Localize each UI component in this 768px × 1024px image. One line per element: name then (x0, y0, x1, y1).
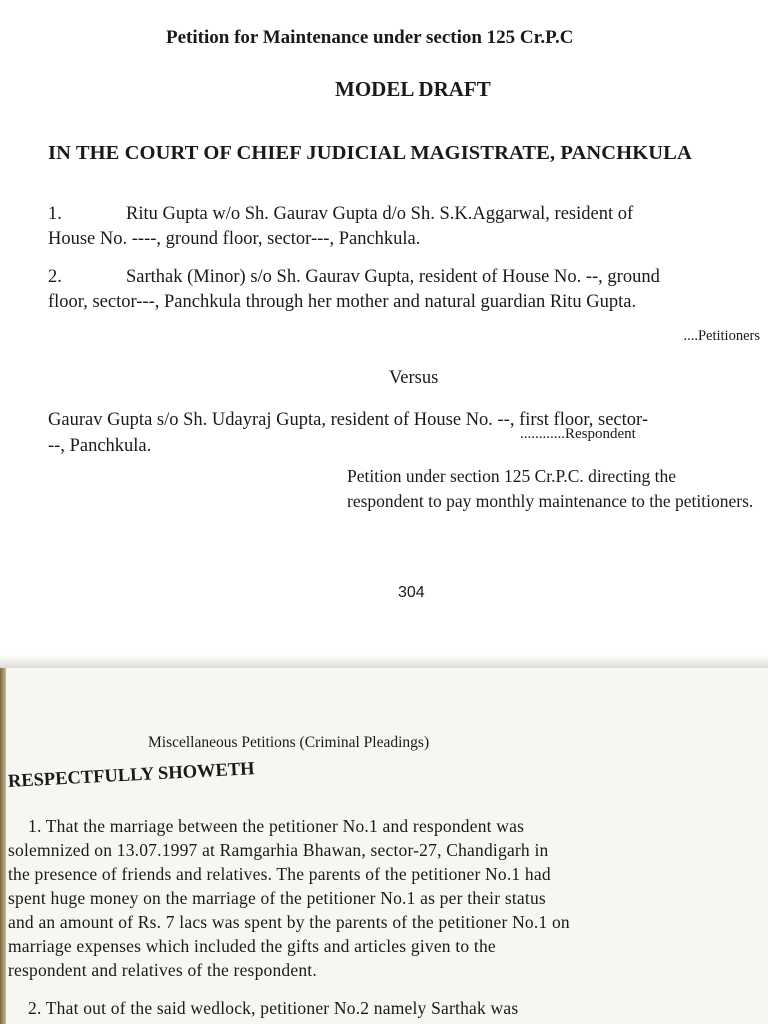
party1-line2: House No. ----, ground floor, sector---, Panchkula. (48, 229, 421, 249)
book-edge (0, 668, 6, 1024)
para1-line: the presence of friends and relatives. The parents of the petitioner No.1 had (8, 864, 551, 884)
petitioners-label: ....Petitioners (683, 328, 760, 344)
party1-number: 1. (48, 204, 62, 224)
petition-title: Petition for Maintenance under section 125 Cr.P.C (166, 27, 574, 48)
page-number: 304 (398, 584, 425, 601)
party1-line1 (48, 204, 633, 225)
party2-text: Sarthak (Minor) s/o Sh. Gaurav Gupta, resident of House No. --, ground (126, 267, 660, 287)
party2-line1 (48, 267, 660, 288)
respondent-line2: --, Panchkula. (48, 436, 152, 456)
respectfully-showeth-heading: RESPECTFULLY SHOWETH (7, 759, 256, 792)
para1-line: marriage expenses which included the gifts and articles given to the (8, 936, 496, 956)
court-heading: IN THE COURT OF CHIEF JUDICIAL MAGISTRATE, PANCHKULA (48, 142, 692, 164)
party2-line2: floor, sector---, Panchkula through her mother and natural guardian Ritu Gupta. (48, 292, 637, 312)
party1-text: Ritu Gupta w/o Sh. Gaurav Gupta d/o Sh. S.K.Aggarwal, resident of (126, 204, 634, 224)
para1-line: respondent and relatives of the respondent. (8, 960, 317, 980)
party2-number: 2. (48, 267, 62, 287)
para1-line: solemnized on 13.07.1997 at Ramgarhia Bhawan, sector-27, Chandigarh in (8, 840, 549, 860)
para1-line: spent huge money on the marriage of the petitioner No.1 as per their status (8, 888, 546, 908)
document-page-305 (0, 668, 768, 1024)
prayer-clause: Petition under section 125 Cr.P.C. directing the respondent to pay monthly maintenance to the petitioners. (347, 466, 754, 511)
versus-label: Versus (389, 368, 439, 388)
para2-line: 2. That out of the said wedlock, petitioner No.2 namely Sarthak was (28, 998, 519, 1018)
para1-line: and an amount of Rs. 7 lacs was spent by the parents of the petitioner No.1 on (8, 912, 570, 932)
respondent-line1: Gaurav Gupta s/o Sh. Udayraj Gupta, resident of House No. --, first floor, sector- (48, 410, 648, 430)
model-draft-heading: MODEL DRAFT (335, 77, 491, 101)
running-head: Miscellaneous Petitions (Criminal Pleadings) (148, 734, 430, 751)
respondent-label: ............Respondent (520, 426, 636, 442)
para1-line: 1. That the marriage between the petitioner No.1 and respondent was (28, 816, 525, 836)
